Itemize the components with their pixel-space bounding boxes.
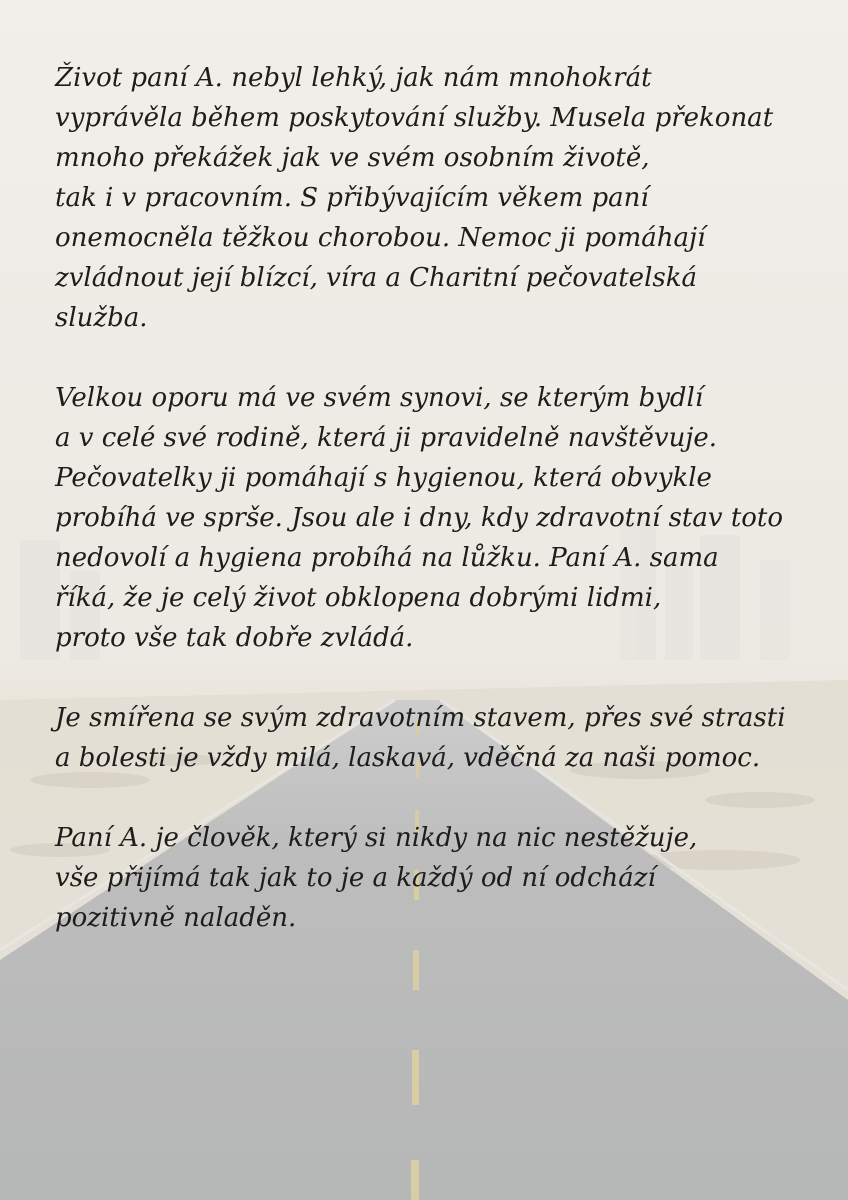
text-line: zvládnout její blízcí, víra a Charitní pečovatelská [55, 263, 697, 293]
text-line: Velkou oporu má ve svém synovi, se kterým bydlí [55, 383, 704, 413]
text-line: služba. [55, 303, 148, 333]
text-line: Je smířena se svým zdravotním stavem, přes své strasti [55, 703, 786, 733]
text-line: onemocněla těžkou chorobou. Nemoc ji pomáhají [55, 223, 706, 253]
text-line: tak i v pracovním. S přibývajícím věkem paní [55, 183, 649, 213]
text-line: mnoho překážek jak ve svém osobním životě, [55, 143, 650, 173]
text-line: a bolesti je vždy milá, laskavá, vděčná za naši pomoc. [55, 743, 761, 773]
text-line: pozitivně naladěn. [55, 903, 297, 933]
paragraph-3 [55, 698, 825, 778]
text-line: vše přijímá tak jak to je a každý od ní odchází [55, 863, 656, 893]
text-line: vyprávěla během poskytování služby. Musela překonat [55, 103, 774, 133]
body-text [55, 58, 825, 938]
text-line: probíhá ve sprše. Jsou ale i dny, kdy zdravotní stav toto [55, 503, 784, 533]
text-line: a v celé své rodině, která ji pravidelně navštěvuje. [55, 423, 718, 453]
text-line: nedovolí a hygiena probíhá na lůžku. Paní A. sama [55, 543, 719, 573]
text-line: Život paní A. nebyl lehký, jak nám mnohokrát [55, 63, 652, 93]
text-line: říká, že je celý život obklopena dobrými lidmi, [55, 583, 662, 613]
text-line: Paní A. je člověk, který si nikdy na nic nestěžuje, [55, 823, 698, 853]
paragraph-1 [55, 58, 825, 338]
text-line: proto vše tak dobře zvládá. [55, 623, 414, 653]
text-line: Pečovatelky ji pomáhají s hygienou, která obvykle [55, 463, 712, 493]
paragraph-4 [55, 818, 825, 938]
paragraph-2 [55, 378, 825, 658]
